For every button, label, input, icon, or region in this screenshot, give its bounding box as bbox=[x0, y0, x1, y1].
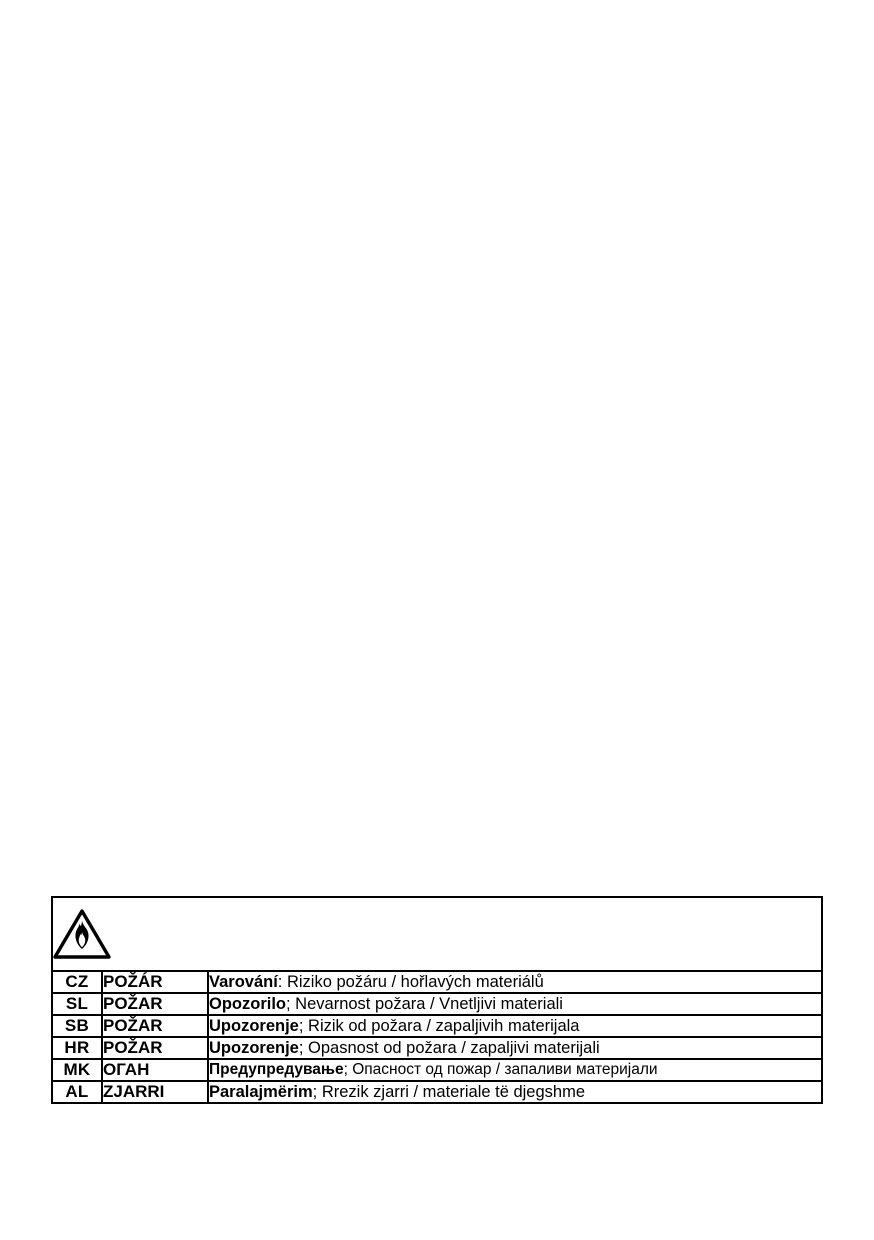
table-row bbox=[52, 1059, 822, 1081]
table-row bbox=[52, 1081, 822, 1103]
message-lead: Varování bbox=[209, 972, 278, 991]
signal-word: ОГАН bbox=[102, 1059, 208, 1081]
language-code: SB bbox=[52, 1015, 102, 1037]
message-separator: ; bbox=[312, 1082, 318, 1101]
signal-word: POŽAR bbox=[102, 1015, 208, 1037]
message-lead: Upozorenje bbox=[209, 1038, 299, 1057]
signal-word: POŽAR bbox=[102, 993, 208, 1015]
table-row bbox=[52, 1037, 822, 1059]
language-code: CZ bbox=[52, 971, 102, 993]
message-separator: ; bbox=[298, 1016, 304, 1035]
message-separator: ; bbox=[343, 1061, 348, 1078]
table-row bbox=[52, 971, 822, 993]
warning-message bbox=[208, 1059, 822, 1081]
message-body: Rizik od požara / zapaljivih materijala bbox=[303, 1016, 580, 1035]
language-code: AL bbox=[52, 1081, 102, 1103]
message-separator: : bbox=[277, 972, 283, 991]
message-lead: Upozorenje bbox=[209, 1016, 299, 1035]
pictogram-cell bbox=[52, 897, 822, 971]
table-row bbox=[52, 993, 822, 1015]
table-row bbox=[52, 1015, 822, 1037]
message-lead: Предупредување bbox=[209, 1061, 344, 1078]
message-body: Nevarnost požara / Vnetljivi materiali bbox=[290, 994, 563, 1013]
message-body: Rrezik zjarri / materiale të djegshme bbox=[317, 1082, 586, 1101]
signal-word: POŽÁR bbox=[102, 971, 208, 993]
warning-message bbox=[208, 1037, 822, 1059]
warning-message bbox=[208, 971, 822, 993]
message-body: Riziko požáru / hořlavých materiálů bbox=[282, 972, 544, 991]
warning-message bbox=[208, 1081, 822, 1103]
warning-message bbox=[208, 993, 822, 1015]
message-body: Opasnost od požara / zapaljivi materijali bbox=[303, 1038, 600, 1057]
language-code: MK bbox=[52, 1059, 102, 1081]
language-code: SL bbox=[52, 993, 102, 1015]
flammable-warning-triangle-icon bbox=[53, 908, 111, 960]
message-lead: Opozorilo bbox=[209, 994, 286, 1013]
message-separator: ; bbox=[286, 994, 291, 1013]
warning-message bbox=[208, 1015, 822, 1037]
pictogram-row bbox=[52, 897, 822, 971]
message-lead: Paralajmërim bbox=[209, 1082, 313, 1101]
message-body: Опасност од пожар / запаливи материјали bbox=[347, 1061, 658, 1078]
signal-word: ZJARRI bbox=[102, 1081, 208, 1103]
fire-warning-table bbox=[51, 896, 823, 1104]
message-separator: ; bbox=[298, 1038, 304, 1057]
language-code: HR bbox=[52, 1037, 102, 1059]
signal-word: POŽAR bbox=[102, 1037, 208, 1059]
